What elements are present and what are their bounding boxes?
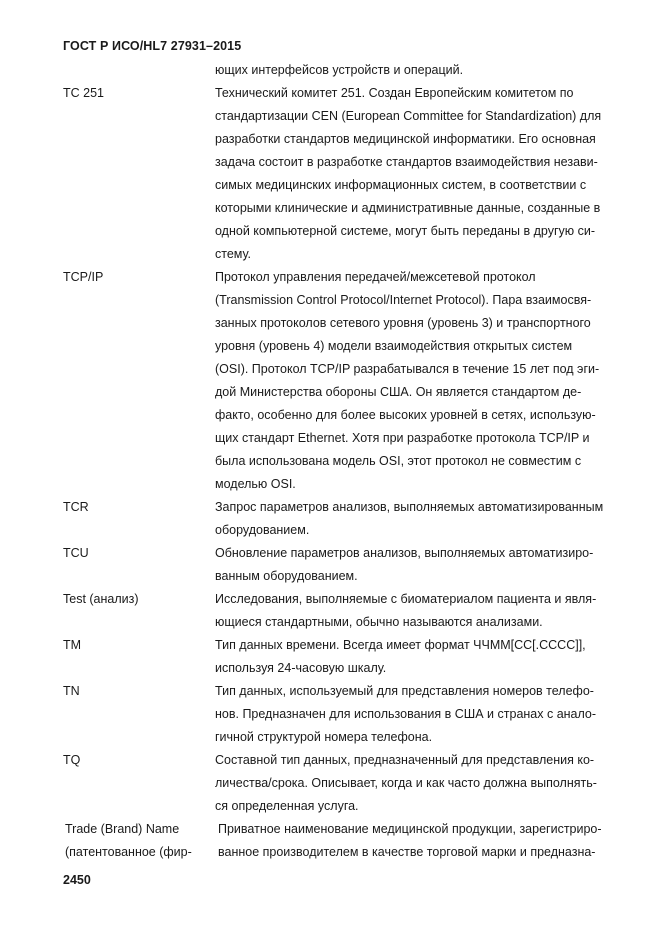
definition-line: (Transmission Control Protocol/Internet Protocol). Пара взаимосвя- [215, 293, 592, 307]
glossary-definition [218, 818, 638, 864]
definition-line: ся определенная услуга. [215, 799, 359, 813]
definition-line: Исследования, выполняемые с биоматериалом пациента и явля- [215, 592, 597, 606]
term-line: Trade (Brand) Name [65, 822, 180, 836]
term-line: TM [63, 638, 82, 652]
definition-line: Составной тип данных, предназначенный для представления ко- [215, 753, 595, 767]
definition-line: была использована модель OSI, этот протокол не совместим с [215, 454, 582, 468]
glossary-definition [215, 749, 635, 818]
term-line: (патентованное (фир- [65, 845, 192, 859]
glossary-term [63, 588, 203, 611]
definition-line: задача состоит в разработке стандартов взаимодействия незави- [215, 155, 598, 169]
term-line: TC 251 [63, 86, 104, 100]
definition-line: одной компьютерной системе, могут быть переданы в другую си- [215, 224, 596, 238]
glossary-term [65, 818, 205, 864]
page-number: 2450 [63, 873, 91, 887]
glossary-definition [215, 588, 635, 634]
definition-line: используя 24-часовую шкалу. [215, 661, 387, 675]
glossary-term [63, 266, 203, 289]
glossary-term [63, 634, 203, 657]
definition-line: нов. Предназначен для использования в США и странах с анало- [215, 707, 597, 721]
definition-line: Протокол управления передачей/межсетевой протокол [215, 270, 536, 284]
definition-line: личества/срока. Описывает, когда и как часто должна выполнять- [215, 776, 597, 790]
definition-line: ющиеся стандартными, обычно называются анализами. [215, 615, 543, 629]
definition-line: Запрос параметров анализов, выполняемых автоматизированным [215, 500, 604, 514]
definition-line: Тип данных, используемый для представления номеров телефо- [215, 684, 594, 698]
definition-line: факто, особенно для более высоких уровней в сетях, использую- [215, 408, 596, 422]
term-line: TCP/IP [63, 270, 104, 284]
glossary-term [63, 82, 203, 105]
definition-line: которыми клинические и административные данные, созданные в [215, 201, 601, 215]
term-line: TN [63, 684, 80, 698]
definition-line: разработки стандартов медицинской информатики. Его основная [215, 132, 596, 146]
definition-line: уровня (уровень 4) модели взаимодействия открытых систем [215, 339, 573, 353]
continuation-text [215, 59, 635, 82]
document-header: ГОСТ Р ИСО/HL7 27931–2015 [63, 39, 242, 53]
term-line: TCU [63, 546, 89, 560]
glossary-term [63, 542, 203, 565]
glossary-definition [215, 680, 635, 749]
definition-line: Обновление параметров анализов, выполняемых автоматизиро- [215, 546, 594, 560]
definition-line: Приватное наименование медицинской продукции, зарегистриро- [218, 822, 602, 836]
glossary-definition [215, 266, 635, 496]
glossary-definition [215, 542, 635, 588]
definition-line: ющих интерфейсов устройств и операций. [215, 63, 464, 77]
glossary-term [63, 680, 203, 703]
definition-line: моделью OSI. [215, 477, 296, 491]
definition-line: дой Министерства обороны США. Он является стандартом де- [215, 385, 582, 399]
term-line: TCR [63, 500, 89, 514]
term-line: TQ [63, 753, 81, 767]
definition-line: симых медицинских информационных систем, в соответствии с [215, 178, 587, 192]
definition-line: гичной структурой номера телефона. [215, 730, 433, 744]
definition-line: стандартизации CEN (European Committee for Standardization) для [215, 109, 602, 123]
definition-line: щих стандарт Ethernet. Хотя при разработке протокола TCP/IP и [215, 431, 590, 445]
definition-line: ванным оборудованием. [215, 569, 358, 583]
definition-line: (OSI). Протокол TCP/IP разрабатывался в течение 15 лет под эги- [215, 362, 600, 376]
definition-line: стему. [215, 247, 251, 261]
glossary-definition [215, 634, 635, 680]
definition-line: ванное производителем в качестве торговой марки и предназна- [218, 845, 596, 859]
definition-line: Тип данных времени. Всегда имеет формат ЧЧММ[СС[.СССС]], [215, 638, 586, 652]
definition-line: занных протоколов сетевого уровня (уровень 3) и транспортного [215, 316, 591, 330]
glossary-term [63, 496, 203, 519]
definition-line: Технический комитет 251. Создан Европейским комитетом по [215, 86, 574, 100]
glossary-definition [215, 82, 635, 266]
glossary-term [63, 749, 203, 772]
glossary-definition [215, 496, 635, 542]
definition-line: оборудованием. [215, 523, 310, 537]
term-line: Test (анализ) [63, 592, 139, 606]
